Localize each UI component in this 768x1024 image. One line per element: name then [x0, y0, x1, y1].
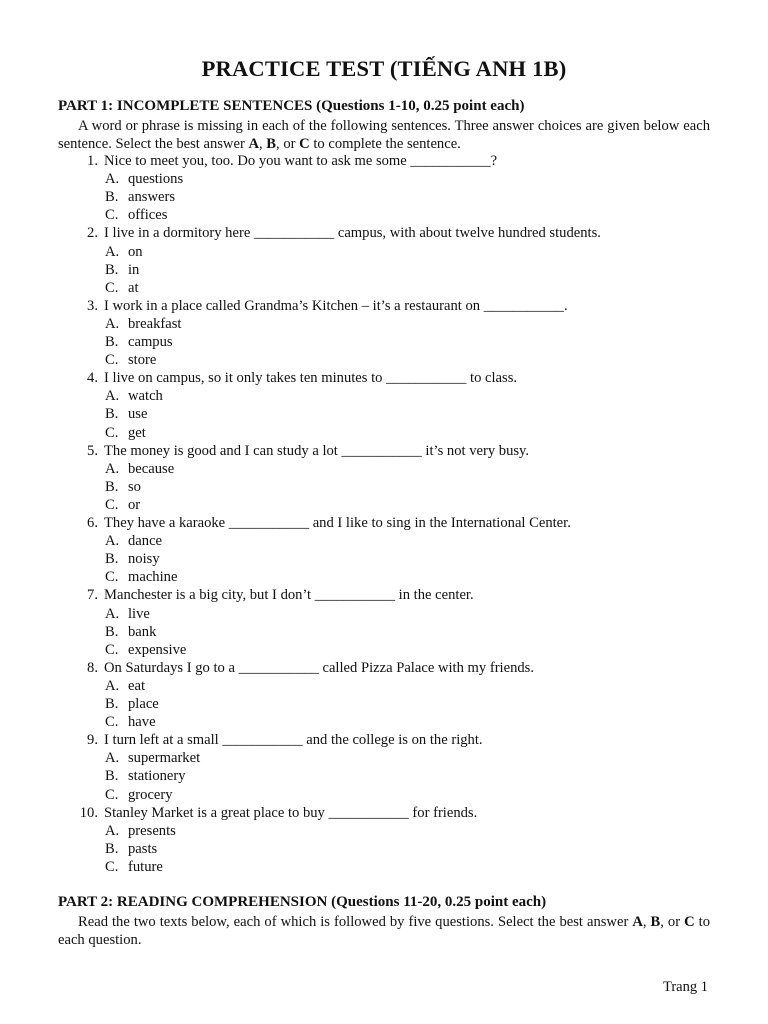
- option-text: or: [128, 496, 141, 513]
- option-text: in: [128, 261, 140, 278]
- answer-letter-a: A: [632, 914, 643, 930]
- answer-option[interactable]: [105, 605, 150, 623]
- answer-option[interactable]: [105, 840, 157, 858]
- option-text: presents: [128, 822, 176, 839]
- answer-option[interactable]: [105, 749, 200, 767]
- option-letter: C.: [105, 858, 119, 875]
- page-title: PRACTICE TEST (TIẾNG ANH 1B): [201, 56, 567, 81]
- question-3: [58, 297, 568, 315]
- option-text: future: [128, 858, 163, 875]
- part2-heading: PART 2: READING COMPREHENSION (Questions 11-20, 0.25 point each): [58, 894, 547, 910]
- option-text: have: [128, 714, 156, 731]
- question-text: I live on campus, so it only takes ten minutes to ___________ to class.: [104, 370, 518, 387]
- option-text: place: [128, 696, 159, 712]
- answer-option[interactable]: [105, 243, 143, 261]
- question-number: 10.: [79, 804, 98, 821]
- question-1: [58, 152, 497, 170]
- option-text: offices: [128, 207, 168, 224]
- option-text: grocery: [128, 786, 173, 803]
- option-letter: C.: [105, 496, 119, 513]
- sep: ,: [642, 914, 651, 930]
- question-number: 9.: [87, 732, 98, 749]
- option-letter: A.: [105, 315, 120, 332]
- option-letter: C.: [105, 424, 119, 441]
- option-letter: B.: [105, 551, 119, 568]
- option-text: expensive: [128, 641, 187, 658]
- option-letter: B.: [105, 334, 119, 350]
- question-2: [58, 224, 601, 242]
- question-7: [58, 586, 474, 604]
- answer-option[interactable]: [105, 641, 186, 659]
- question-number: 7.: [87, 587, 98, 604]
- option-letter: B.: [105, 696, 119, 712]
- answer-option[interactable]: [105, 424, 146, 442]
- part2-intro-tail: to each question.: [58, 914, 710, 948]
- answer-option[interactable]: [105, 279, 139, 297]
- question-number: 5.: [87, 442, 98, 459]
- option-letter: A.: [105, 533, 120, 550]
- question-text: I live in a dormitory here ___________ campus, with about twelve hundred students.: [104, 225, 601, 242]
- option-letter: A.: [105, 243, 120, 260]
- question-number: 1.: [87, 153, 98, 169]
- part1-intro-text: A word or phrase is missing in each of the following sentences. Three answer choices are given below each sentence. Select the best answer: [58, 118, 710, 152]
- option-text: get: [128, 424, 146, 441]
- option-text: so: [128, 478, 141, 495]
- option-letter: A.: [105, 605, 120, 622]
- question-text: The money is good and I can study a lot ___________ it’s not very busy.: [104, 442, 530, 459]
- option-text: questions: [128, 171, 184, 188]
- answer-option[interactable]: [105, 550, 160, 568]
- option-text: machine: [128, 569, 178, 586]
- option-letter: C.: [105, 714, 119, 731]
- option-letter: C.: [105, 786, 119, 803]
- part2-intro-text: Read the two texts below, each of which is followed by five questions. Select the best answer: [78, 914, 633, 930]
- question-9: [58, 731, 483, 749]
- sep: ,: [259, 136, 267, 152]
- question-number: 6.: [87, 515, 98, 531]
- option-letter: B.: [105, 840, 119, 857]
- part1-instructions: [58, 117, 710, 153]
- answer-option[interactable]: [105, 261, 139, 279]
- option-letter: B.: [105, 406, 119, 423]
- option-text: campus: [128, 334, 173, 350]
- answer-letter-b: B: [650, 914, 661, 930]
- option-text: because: [128, 460, 175, 477]
- answer-option[interactable]: [105, 623, 156, 641]
- sep: , or: [276, 136, 300, 152]
- option-text: stationery: [128, 768, 186, 785]
- question-4: [58, 369, 517, 387]
- option-text: dance: [128, 533, 163, 550]
- option-text: store: [128, 352, 157, 369]
- answer-option[interactable]: [105, 677, 145, 695]
- option-letter: C.: [105, 352, 119, 369]
- question-text: I work in a place called Grandma’s Kitchen – it’s a restaurant on ___________.: [104, 297, 568, 314]
- part2-instructions: [58, 913, 710, 949]
- option-letter: C.: [105, 641, 119, 658]
- answer-option[interactable]: [105, 188, 175, 206]
- option-letter: A.: [105, 388, 120, 405]
- option-text: bank: [128, 623, 157, 640]
- answer-option[interactable]: [105, 568, 177, 586]
- option-text: supermarket: [128, 750, 201, 767]
- option-letter: A.: [105, 677, 120, 694]
- option-letter: B.: [105, 623, 119, 640]
- question-5: [58, 442, 529, 460]
- question-text: Nice to meet you, too. Do you want to ask me some ___________?: [104, 153, 498, 169]
- option-text: watch: [128, 388, 163, 405]
- question-number: 4.: [87, 370, 98, 387]
- answer-option[interactable]: [105, 496, 140, 514]
- answer-option[interactable]: [105, 478, 141, 496]
- option-text: live: [128, 605, 150, 622]
- answer-letter-b: B: [266, 136, 277, 152]
- option-text: answers: [128, 189, 176, 206]
- option-letter: A.: [105, 750, 120, 767]
- answer-option[interactable]: [105, 786, 173, 804]
- option-letter: B.: [105, 189, 119, 206]
- answer-letter-a: A: [248, 136, 259, 152]
- answer-option[interactable]: [105, 767, 186, 785]
- page-number: Trang 1: [663, 979, 708, 995]
- option-text: on: [128, 243, 143, 260]
- answer-option[interactable]: [105, 206, 167, 224]
- option-letter: B.: [105, 261, 119, 278]
- option-letter: C.: [105, 207, 119, 224]
- option-text: at: [128, 279, 139, 296]
- answer-letter-c: C: [684, 914, 695, 930]
- question-6: [58, 514, 571, 532]
- option-letter: A.: [105, 171, 120, 188]
- answer-option[interactable]: [105, 170, 183, 188]
- answer-option[interactable]: [105, 460, 174, 478]
- part1-intro-tail: to complete the sentence.: [309, 136, 461, 152]
- question-number: 2.: [87, 225, 98, 242]
- answer-option[interactable]: [105, 351, 156, 369]
- part1-heading: PART 1: INCOMPLETE SENTENCES (Questions 1-10, 0.25 point each): [58, 98, 525, 114]
- question-text: Stanley Market is a great place to buy ___________ for friends.: [104, 804, 478, 821]
- question-10: [58, 804, 477, 822]
- answer-option[interactable]: [105, 405, 147, 423]
- question-text: They have a karaoke ___________ and I like to sing in the International Center.: [104, 515, 571, 531]
- question-8: [58, 659, 534, 677]
- option-text: eat: [128, 677, 146, 694]
- option-text: noisy: [128, 551, 160, 568]
- question-number: 3.: [87, 297, 98, 314]
- answer-option[interactable]: [105, 387, 163, 405]
- question-number: 8.: [87, 659, 98, 676]
- answer-option[interactable]: [105, 858, 163, 876]
- option-letter: A.: [105, 822, 120, 839]
- question-text: I turn left at a small ___________ and the college is on the right.: [104, 732, 483, 749]
- answer-option[interactable]: [105, 333, 173, 351]
- option-letter: C.: [105, 279, 119, 296]
- sep: , or: [660, 914, 685, 930]
- option-letter: B.: [105, 768, 119, 785]
- option-text: use: [128, 406, 148, 423]
- option-text: pasts: [128, 840, 158, 857]
- option-letter: C.: [105, 569, 119, 586]
- option-letter: B.: [105, 478, 119, 495]
- answer-option[interactable]: [105, 315, 181, 333]
- question-text: Manchester is a big city, but I don’t ___________ in the center.: [104, 587, 474, 604]
- answer-option[interactable]: [105, 695, 159, 713]
- answer-option[interactable]: [105, 713, 156, 731]
- option-text: breakfast: [128, 315, 182, 332]
- answer-option[interactable]: [105, 532, 162, 550]
- answer-option[interactable]: [105, 822, 176, 840]
- option-letter: A.: [105, 460, 120, 477]
- answer-letter-c: C: [299, 136, 310, 152]
- question-text: On Saturdays I go to a ___________ called Pizza Palace with my friends.: [104, 659, 535, 676]
